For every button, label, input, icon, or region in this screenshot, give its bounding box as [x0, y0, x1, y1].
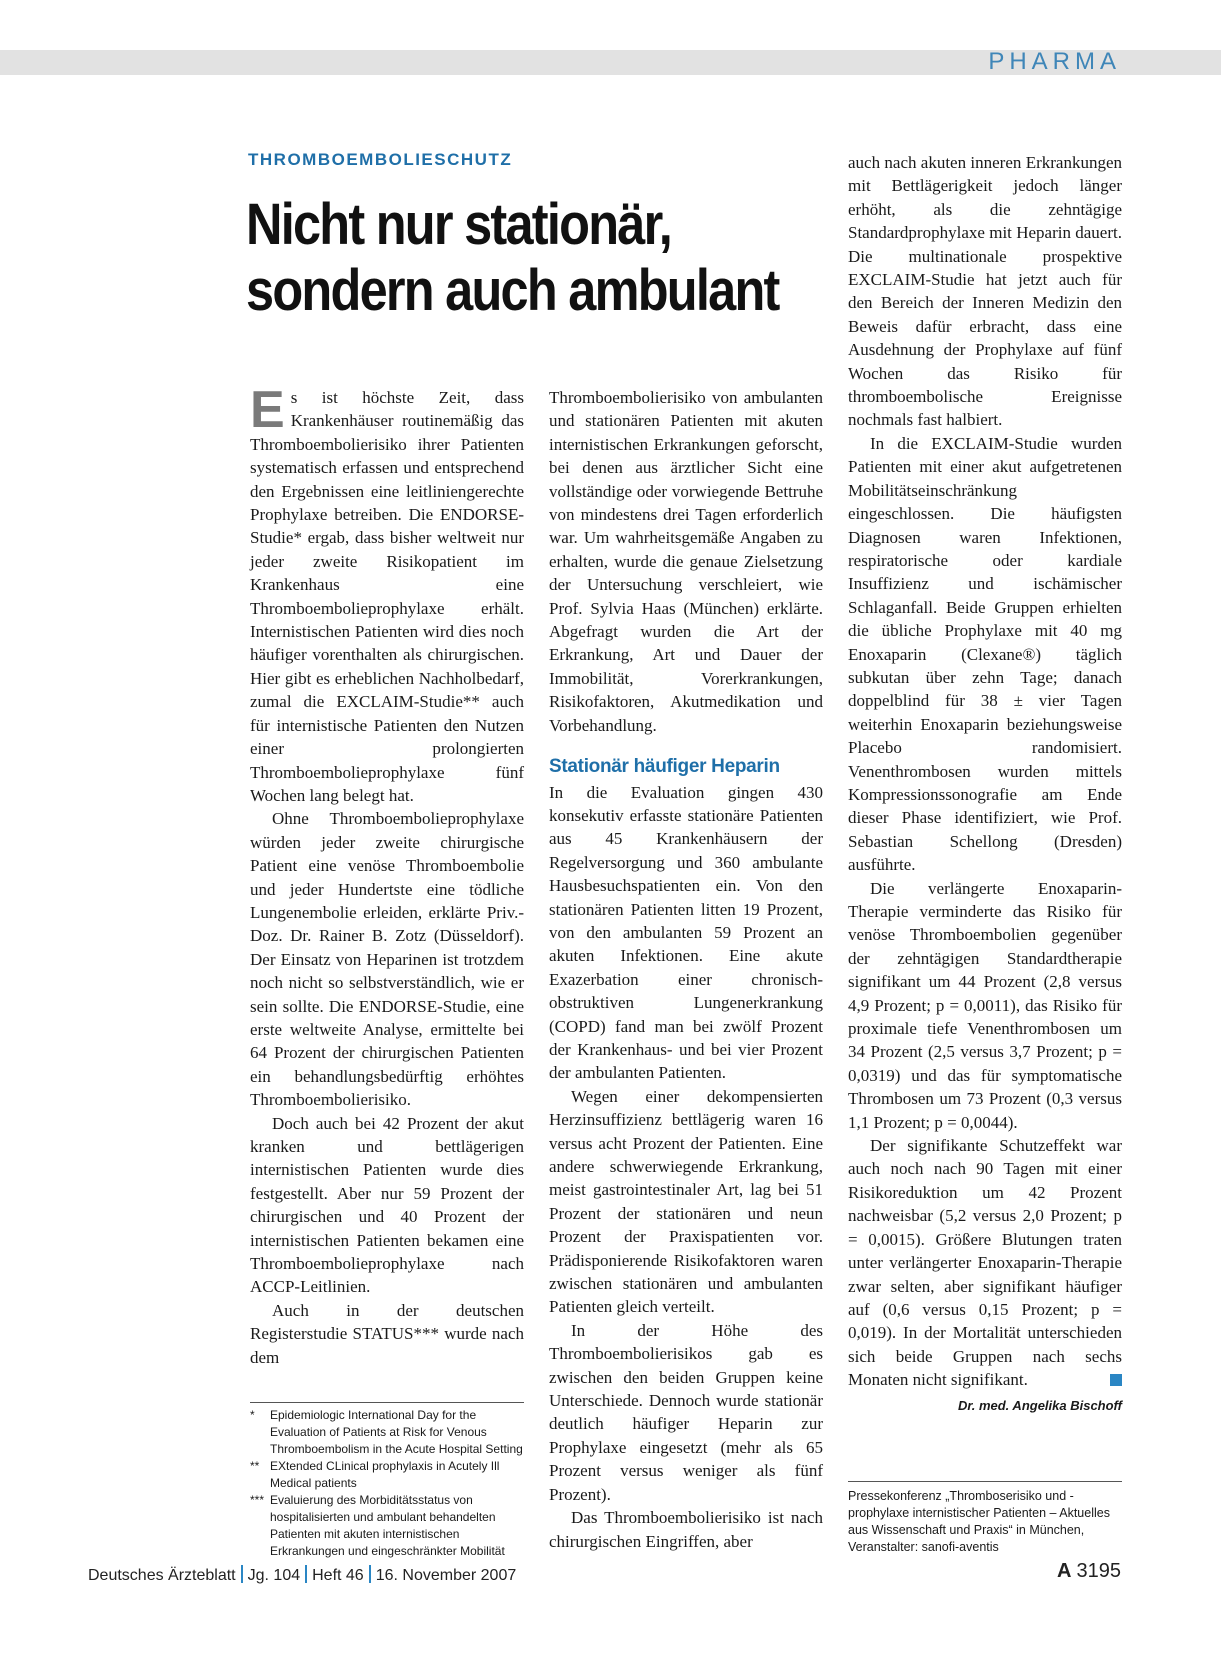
paragraph: In die EXCLAIM-Studie wurden Patienten mit einer akut aufgetretenen Mobilitätseinschränkung eingeschlossen. Die häufigsten Diagnosen waren Infektionen, respiratorische oder kardiale Insuffizienz und ischämischer Schlaganfall. Beide Gruppen erhielten die übliche Prophylaxe mit 40 mg Enoxaparin (Clexane®) täglich subkutan über zehn Tage; danach doppelblind für 38 ± vier Tagen weiterhin Enoxaparin beziehungsweise Placebo randomisiert. Venenthrombosen wurden mittels Kompressionssonografie am Ende dieser Phase identifiziert, wie Prof. Sebastian Schellong (Dresden) ausführte. — [848, 433, 1122, 875]
paragraph: In die Evaluation gingen 430 konsekutiv erfasste stationäre Patienten aus 45 Krankenhäusern der Regelversorgung und 360 ambulante Hausbesuchspatienten ein. Von den stationären Patienten litten 19 Prozent, von den ambulanten 59 Prozent an akuten Infektionen. Eine akute Exazerbation einer chronisch-obstruktiven Lungenerkrankung (COPD) fand man bei zwölf Prozent der Krankenhaus- und bei vier Prozent der ambulanten Patienten. — [549, 782, 823, 1083]
journal-name: Deutsches Ärzteblatt — [88, 1567, 236, 1584]
paragraph: auch nach akuten inneren Erkrankungen mit Bettlägerigkeit jedoch länger erhöht, als die zehntägige Standardprophylaxe mit Heparin dauert. Die multinationale prospektive EXCLAIM-Studie hat jetzt auch für den Bereich der Inneren Medizin den Beweis dafür erbracht, dass eine Ausdehnung der Prophylaxe auf fünf Wochen das Risiko für thromboembolische Ereignisse nochmals fast halbiert. — [848, 153, 1122, 430]
text-column-2 — [549, 386, 823, 1553]
separator — [241, 1565, 243, 1583]
footnote: *** Evaluierung des Morbiditätsstatus von hospitalisierten und ambulant behandelten Patienten mit akuten internistischen Erkrankungen und eingeschränkter Mobilität — [250, 1493, 505, 1558]
paragraph: Wegen einer dekompensierten Herzinsuffizienz bettlägerig waren 16 versus acht Prozent der Patienten. Eine andere schwerwiegende Erkrankung, meist gastrointestinaler Art, lag bei 51 Prozent der stationären und neun Prozent der Praxispatienten vor. Prädisponierende Risikofaktoren waren zwischen stationären und ambulanten Patienten gleich verteilt. — [549, 1086, 823, 1317]
title-line-1: Nicht nur stationär, — [246, 192, 672, 257]
paragraph: Die verlängerte Enoxaparin-Therapie verminderte das Risiko für venöse Thromboembolien gegenüber der zehntägigen Standardtherapie signifikant um 44 Prozent (2,8 versus 4,9 Prozent; p = 0,0011), das Risiko für proximale tiefe Venenthrombosen um 34 Prozent (2,5 versus 3,7 Prozent; p = 0,0319) und das für symptomatische Thrombosen um 73 Prozent (0,3 versus 1,1 Prozent; p = 0,0044). — [848, 878, 1122, 1132]
separator — [369, 1565, 371, 1583]
subheading: Stationär häufiger Heparin — [549, 756, 780, 778]
page-footer — [88, 1565, 516, 1585]
end-mark-icon — [1110, 1374, 1122, 1386]
paragraph: Ohne Thromboembolieprophylaxe würden jeder zweite chirurgische Patient eine venöse Thromboembolie und jeder Hundertste eine tödliche Lungenembolie erleiden, erklärte Priv.-Doz. Dr. Rainer B. Zotz (Düsseldorf). Der Einsatz von Heparinen ist trotzdem noch nicht so selbstverständlich, wie er sein sollte. Die ENDORSE-Studie, eine erste weltweite Analyse, ermittelte bei 64 Prozent der chirurgischen Patienten ein behandlungsbedürftig erhöhtes Thromboembolierisiko. — [250, 809, 524, 1110]
page-number: A 3195 — [1057, 1560, 1121, 1582]
article-kicker: THROMBOEMBOLIESCHUTZ — [248, 150, 513, 169]
title-line-2: sondern auch ambulant — [246, 258, 779, 323]
paragraph: Auch in der deutschen Registerstudie STATUS*** wurde nach dem — [250, 1300, 524, 1367]
author-byline: Dr. med. Angelika Bischoff — [958, 1397, 1122, 1413]
journal-volume: Jg. 104 — [247, 1567, 301, 1584]
paragraph: Es ist höchste Zeit, dass Krankenhäuser routinemäßig das Thromboembolierisiko ihrer Patienten systematisch erfassen und entsprechend den Ergebnissen eine leitliniengerechte Prophylaxe betreiben. Die ENDORSE-Studie* ergab, dass bisher weltweit nur jeder zweite Risikopatient im Krankenhaus eine Thromboembolieprophylaxe erhält. Internistischen Patienten wird dies noch häufiger vorenthalten als chirurgischen. Hier gibt es erheblichen Nachholbedarf, zumal die EXCLAIM-Studie** auch für internistische Patienten den Nutzen einer prolongierten Thromboembolieprophylaxe fünf Wochen lang belegt hat. — [250, 381, 524, 805]
drop-cap: E — [250, 381, 285, 439]
text-column-3 — [848, 151, 1122, 1417]
paragraph: In der Höhe des Thromboembolierisikos gab es zwischen den beiden Gruppen keine Unterschiede. Dennoch wurde stationär deutlich häufiger Heparin zur Prophylaxe eingesetzt (mehr als 65 Prozent versus weniger als fünf Prozent). — [549, 1320, 823, 1504]
text-column-1 — [250, 381, 524, 1369]
separator — [305, 1565, 307, 1583]
journal-issue: Heft 46 — [312, 1567, 364, 1584]
source-note: Pressekonferenz „Thromboserisiko und -prophylaxe internistischer Patienten – Aktuelles aus Wissenschaft und Praxis“ in München, Veranstalter: sanofi-aventis — [848, 1481, 1122, 1556]
paragraph: Thromboembolierisiko von ambulanten und stationären Patienten mit akuten internistischen Erkrankungen geforscht, bei denen aus ärztlicher Sicht eine vollständige oder vorwiegende Bettruhe von mindestens drei Tagen erforderlich war. Um wahrheitsgemäße Angaben zu erhalten, wurde die genaue Zielsetzung der Untersuchung verschleiert, wie Prof. Sylvia Haas (München) erklärte. Abgefragt wurden die Art der Erkrankung, Art und Dauer der Immobilität, Vorerkrankungen, Risikofaktoren, Akutmedikation und Vorbehandlung. — [549, 388, 823, 735]
paragraph: Doch auch bei 42 Prozent der akut kranken und bettlägerigen internistischen Patienten wurde dies festgestellt. Aber nur 59 Prozent der chirurgischen und 40 Prozent der internistischen Patienten bekamen eine Thromboembolieprophylaxe nach ACCP-Leitlinien. — [250, 1113, 524, 1297]
section-label: PHARMA — [988, 48, 1121, 75]
paragraph: Der signifikante Schutzeffekt war auch noch nach 90 Tagen mit einer Risikoreduktion um 42 Prozent nachweisbar (5,2 versus 2,0 Prozent; p = 0,0015). Größere Blutungen traten unter verlängerter Enoxaparin-Therapie zwar selten, aber signifikant häufiger auf (0,6 versus 0,15 Prozent; p = 0,019). In der Mortalität unterschieden sich beide Gruppen nach sechs Monaten nicht signifikant. — [848, 1136, 1122, 1390]
issue-date: 16. November 2007 — [375, 1567, 517, 1584]
footnote: ** EXtended CLinical prophylaxis in Acutely Ill Medical patients — [250, 1459, 500, 1490]
article-title — [246, 192, 779, 324]
paragraph: Das Thromboembolierisiko ist nach chirurgischen Eingriffen, aber — [549, 1508, 823, 1551]
footnote: * Epidemiologic International Day for the Evaluation of Patients at Risk for Venous Thromboembolism in the Acute Hospital Setting — [250, 1408, 523, 1456]
footnotes — [250, 1402, 524, 1560]
